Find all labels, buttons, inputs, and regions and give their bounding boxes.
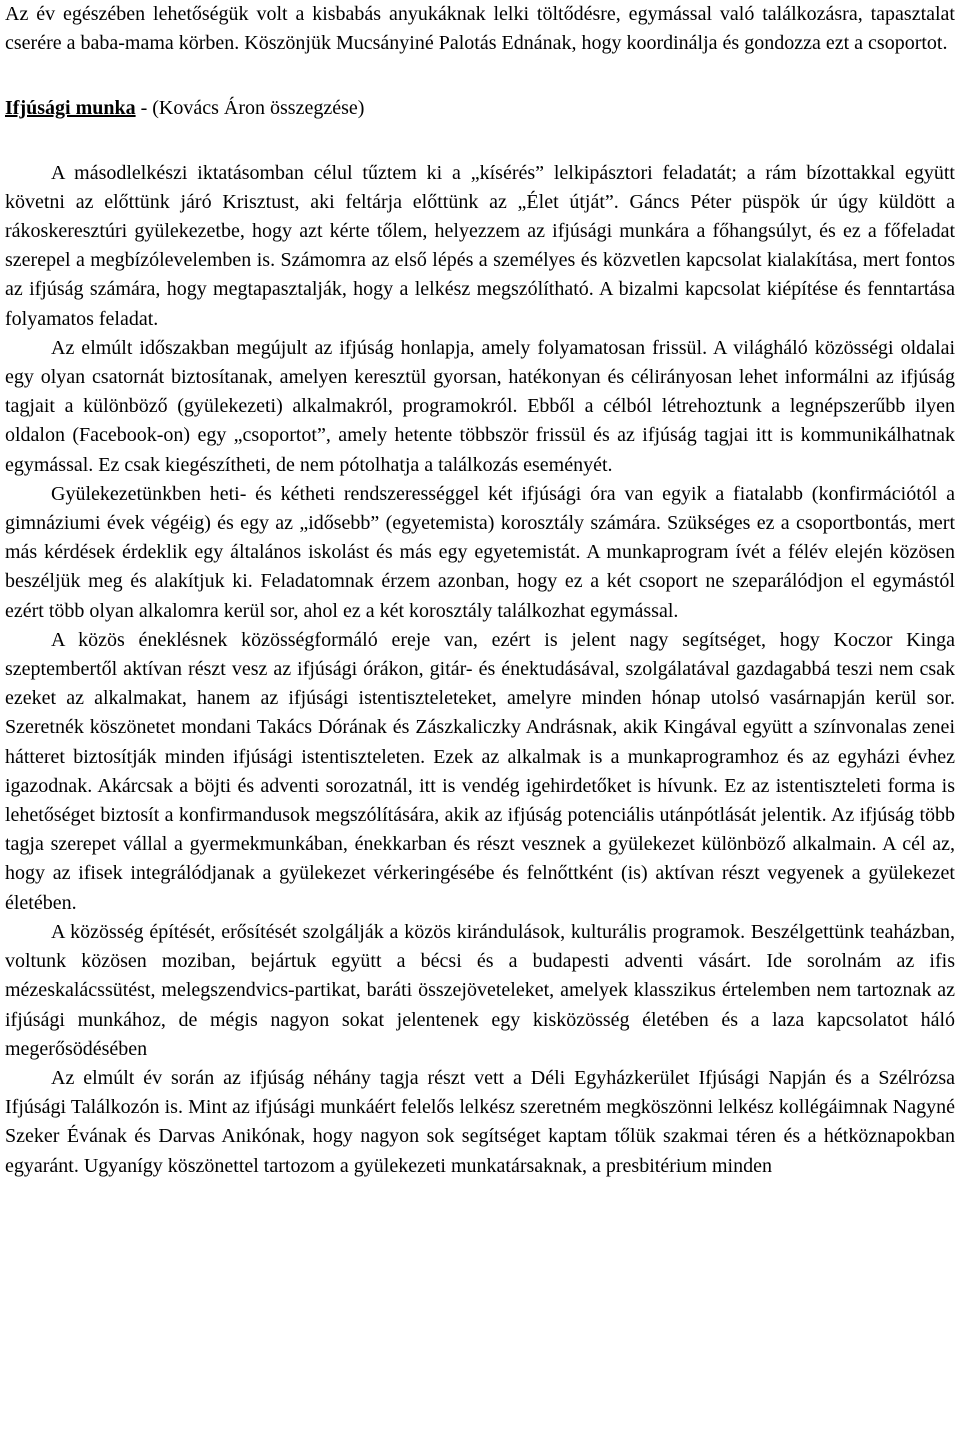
body-paragraph: A közös éneklésnek közösségformáló ereje van, ezért is jelent nagy segítséget, hogy Koczor Kinga szeptembertől aktívan részt vesz az ifjúsági órákon, gitár- és énektudásával, szolgálatával gazdagabbá teszi nem csak ezeket az alkalmakat, hanem az ifjúsági istentiszteleteket, amelyre minden hónap utolsó vasárnapján kerül sor. Szeretnék köszönetet mondani Takács Dórának és Zászkaliczky Andrásnak, akik Kingával együtt a színvonalas zenei hátteret biztosítják minden ifjúsági istentiszteleten. Ezek az alkalmak is a munkaprogramhoz és az egyházi évhez igazodnak. Akárcsak a böjti és adventi sorozatnál, itt is vendég igehirdetőket is hívunk. Ez az istentiszteleti forma is lehetőséget biztosít a konfirmandusok megszólítására, akik az ifjúság potenciális utánpótlását jelentik. Az ifjúság több tagja szerepet vállal a gyermekmunkában, énekkarban és részt vesznek a gyülekezet különböző alkalmain. A cél az, hogy az ifisek integrálódjanak a gyülekezet vérkeringésébe és felnőttként (is) aktívan részt vegyenek a gyülekezet életében. xyxy=(5,628,955,914)
section-heading-title: Ifjúsági munka xyxy=(5,97,136,120)
body-paragraph: Az elmúlt év során az ifjúság néhány tagja részt vett a Déli Egyházkerület Ifjúsági Napján és a Szélrózsa Ifjúsági Találkozón is. Mint az ifjúsági munkáért felelős lelkész szeretném megköszönni lelkész kollégáimnak Nagyné Szeker Évának és Darvas Anikónak, hogy nagyon sok segítséget kaptam tőlük szakmai téren és a hétköznapokban egyaránt. Ugyanígy köszönettel tartozom a gyülekezeti munkatársaknak, a presbitérium minden xyxy=(5,1066,955,1177)
body-paragraph: A másodlelkészi iktatásomban célul tűztem ki a „kísérés” lelkipásztori feladatát; a rám bízottakkal együtt követni az előttünk járó Krisztust, aki feltárja előttünk az „Élet útját”. Gáncs Péter püspök úr úgy küldött a rákoskeresztúri gyülekezetbe, hogy azt kérte tőlem, helyezzem az ifjúsági munkára a főhangsúlyt, és ez a főfeladat szerepel a megbízólevelemben is. Számomra az első lépés a személyes és közvetlen kapcsolat kialakítása, mert fontos az ifjúság számára, hogy megtapasztalják, hogy a lelkész megszólítható. A bizalmi kapcsolat kiépítése és fenntartása folyamatos feladat. xyxy=(5,161,955,330)
intro-paragraph: Az év egészében lehetőségük volt a kisbabás anyukáknak lelki töltődésre, egymással való találkozásra, tapasztalat cserére a baba-mama körben. Köszönjük Mucsányiné Palotás Ednának, hogy koordinálja és gondozza ezt a csoportot. xyxy=(5,3,955,55)
section-heading xyxy=(5,58,955,158)
body-paragraph: Gyülekezetünkben heti- és kétheti rendszerességgel két ifjúsági óra van egyik a fiatalabb (konfirmációtól a gimnáziumi évek végéig) és egy az „idősebb” (egyetemista) korosztály számára. Szükséges ez a csoportbontás, mert más kérdések érdeklik egy általános iskolást és más egy egyetemistát. A munkaprogram ívét a félév elején közösen beszéljük meg és alakítjuk ki. Feladatomnak érzem azonban, hogy ez a két csoport ne szeparálódjon el egymástól ezért több olyan alkalomra kerül sor, ahol ez a két korosztály találkozhat egymással. xyxy=(5,482,955,622)
body-paragraph: Az elmúlt időszakban megújult az ifjúság honlapja, amely folyamatosan frissül. A világháló közösségi oldalai egy olyan csatornát biztosítanak, amelyen keresztül gyorsan, hatékonyan és célirányosan lehet informálni az ifjúság tagjait a különböző (gyülekezeti) alkalmakról, programokról. Ebből a célból létrehoztunk a legnépszerűbb ilyen oldalon (Facebook-on) egy „csoportot”, amely hetente többször frissül és az ifjúság tagjai itt is kommunikálhatnak egymással. Ez csak kiegészítheti, de nem pótolhatja a találkozás eseményét. xyxy=(5,336,955,476)
section-heading-subtitle: - (Kovács Áron összegzése) xyxy=(135,97,365,120)
document-page xyxy=(5,0,955,1181)
body-paragraph: A közösség építését, erősítését szolgálják a közös kirándulások, kulturális programok. Beszélgettünk teaházban, voltunk közösen moziban, bejártuk együtt a bécsi és a budapesti adventi vásárt. Ide sorolnám az ifis mézeskalácssütést, melegszendvics-partikat, baráti összejöveteleket, amelyek klasszikus értelemben nem tartoznak az ifjúsági munkához, de mégis nagyon sokat jelentenek egy kisközösség életében és a laza kapcsolatot háló megerősödésében xyxy=(5,920,955,1060)
